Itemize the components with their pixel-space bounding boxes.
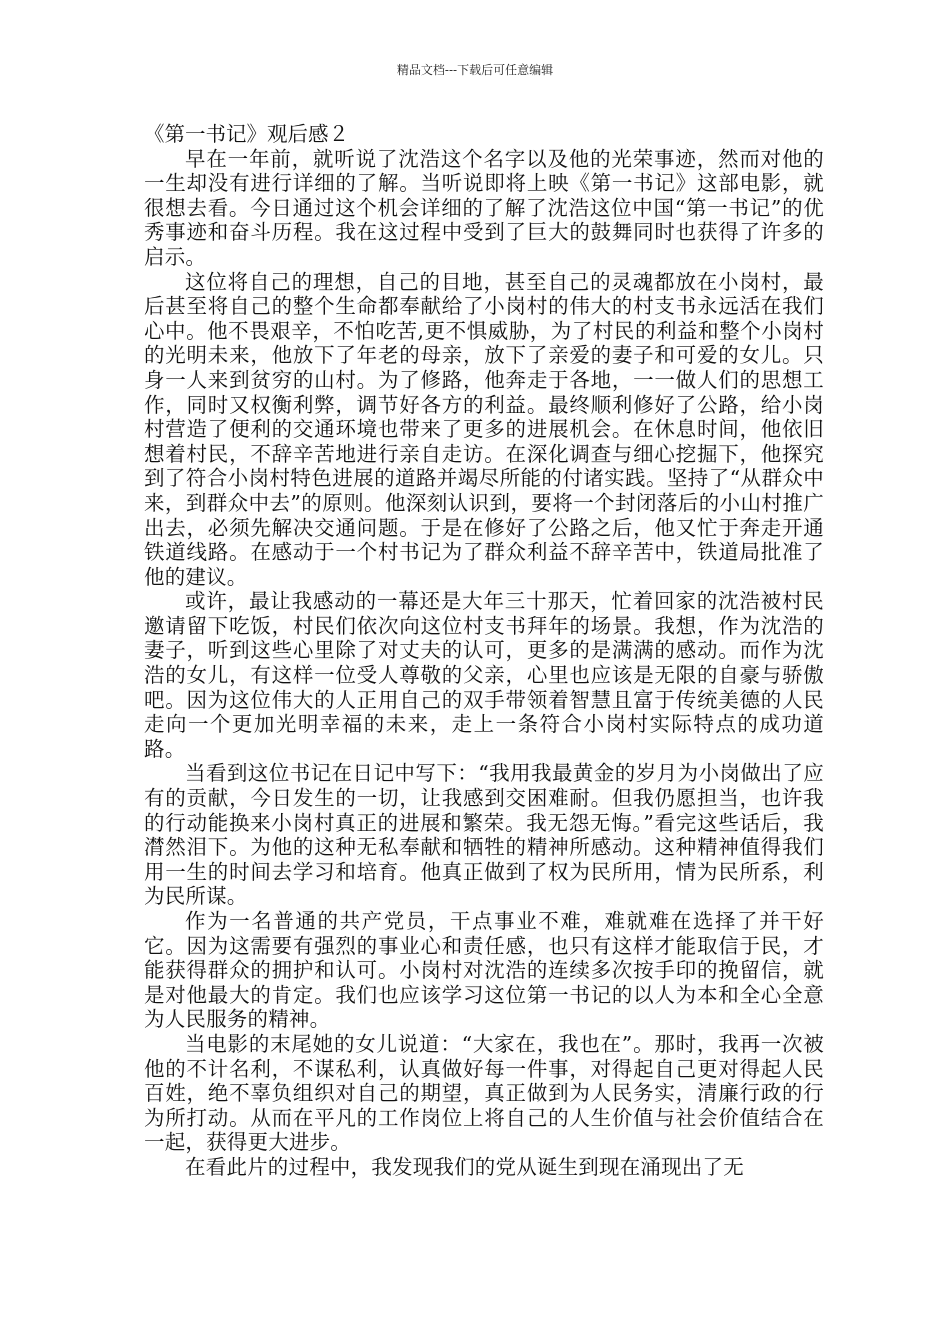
document-title: 《第一书记》观后感２ bbox=[144, 122, 349, 146]
paragraph: 在看此片的过程中，我发现我们的党从诞生到现在涌现出了无 bbox=[185, 1154, 744, 1179]
paragraph: 当电影的末尾她的女儿说道：“大家在，我也在”。那时，我再一次被他的不计名利，不谋私利，认真做好每一件事，对得起自己更对得起人民百姓，绝不辜负组织对自己的期望，真正做到为人民务实，清廉行政的行为所打动。从而在平凡的工作岗位上将自己的人生价值与社会价值结合在一起，获得更大进步。 bbox=[144, 1031, 824, 1155]
paragraph: 这位将自己的理想，自己的目地，甚至自己的灵魂都放在小岗村，最后甚至将自己的整个生命都奉献给了小岗村的伟大的村支书永远活在我们心中。他不畏艰辛，不怕吃苦,更不惧威胁，为了村民的利益和整个小岗村的光明未来，他放下了年老的母亲，放下了亲爱的妻子和可爱的女儿。只身一人来到贫穷的山村。为了修路，他奔走于各地，一一做人们的思想工作，同时又权衡利弊，调节好各方的利益。最终顺利修好了公路，给小岗村营造了便利的交通环境也带来了更多的进展机会。在休息时间，他依旧想着村民，不辞辛苦地进行亲自走访。在深化调查与细心挖掘下，他探究到了符合小岗村特色进展的道路并竭尽所能的付诸实践。坚持了“从群众中来，到群众中去”的原则。他深刻认识到，要将一个封闭落后的小山村推广出去，必须先解决交通问题。于是在修好了公路之后，他又忙于奔走开通铁道线路。在感动于一个村书记为了群众利益不辞辛苦中，铁道局批准了他的建议。 bbox=[144, 269, 824, 589]
paragraph: 当看到这位书记在日记中写下：“我用我最黄金的岁月为小岗做出了应有的贡献，今日发生的一切，让我感到交困难耐。但我仍愿担当，也许我的行动能换来小岗村真正的进展和繁荣。我无怨无悔。”看完这些话后，我潸然泪下。为他的这种无私奉献和牺牲的精神所感动。这种精神值得我们用一生的时间去学习和培育。他真正做到了权为民所用，情为民所系，利为民所谋。 bbox=[144, 761, 824, 909]
page-header: 精品文档---下载后可任意编辑 bbox=[396, 63, 554, 77]
paragraph: 或许，最让我感动的一幕还是大年三十那天，忙着回家的沈浩被村民邀请留下吃饭，村民们依次向这位村支书拜年的场景。我想，作为沈浩的妻子，听到这些心里除了对丈夫的认可，更多的是满满的感动。而作为沈浩的女儿，有这样一位受人尊敬的父亲，心里也应该是无限的自豪与骄傲吧。因为这位伟大的人正用自己的双手带领着智慧且富于传统美德的人民走向一个更加光明幸福的未来，走上一条符合小岗村实际特点的成功道路。 bbox=[144, 589, 824, 761]
paragraph: 作为一名普通的共产党员，干点事业不难，难就难在选择了并干好它。因为这需要有强烈的事业心和责任感，也只有这样才能取信于民，才能获得群众的拥护和认可。小岗村对沈浩的连续多次按手印的挽留信，就是对他最大的肯定。我们也应该学习这位第一书记的以人为本和全心全意为人民服务的精神。 bbox=[144, 909, 824, 1032]
document-body bbox=[144, 122, 824, 1180]
paragraph: 早在一年前，就听说了沈浩这个名字以及他的光荣事迹，然而对他的一生却没有进行详细的了解。当听说即将上映《第一书记》这部电影，就很想去看。今日通过这个机会详细的了解了沈浩这位中国“第一书记”的优秀事迹和奋斗历程。我在这过程中受到了巨大的鼓舞同时也获得了许多的启示。 bbox=[144, 146, 824, 269]
